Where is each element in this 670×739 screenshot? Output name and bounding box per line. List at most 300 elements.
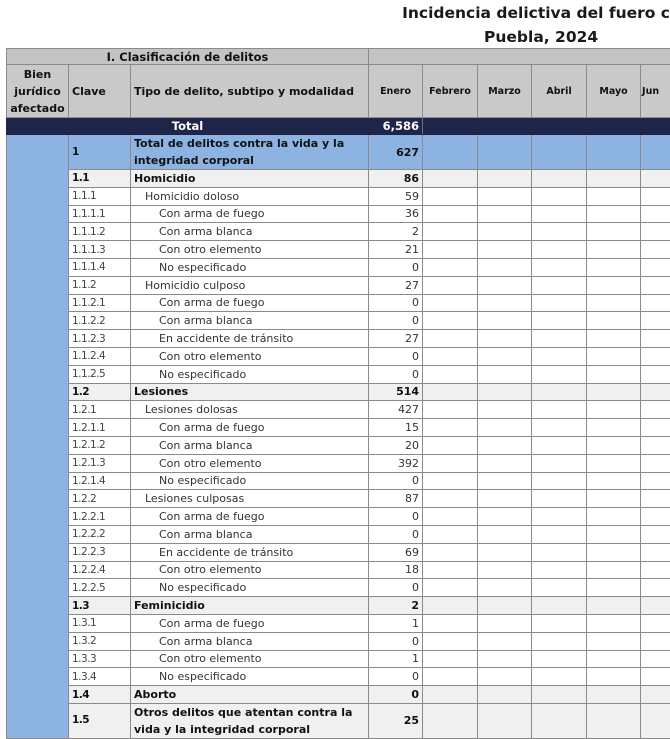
month-cell bbox=[641, 312, 670, 330]
month-cell bbox=[587, 258, 641, 276]
table-row bbox=[7, 650, 670, 668]
month-cell bbox=[587, 205, 641, 223]
month-cell bbox=[532, 454, 587, 472]
tipo-cell: Con arma blanca bbox=[131, 632, 369, 650]
month-cell bbox=[532, 276, 587, 294]
enero-value: 0 bbox=[369, 347, 423, 365]
enero-value: 0 bbox=[369, 508, 423, 526]
table-row bbox=[7, 543, 670, 561]
month-cell bbox=[587, 614, 641, 632]
clave-cell: 1.2.1.3 bbox=[69, 454, 131, 472]
total-month-cell bbox=[423, 118, 478, 135]
col-month-junio: Jun bbox=[641, 65, 670, 118]
month-cell bbox=[641, 686, 670, 704]
tipo-cell: Con arma blanca bbox=[131, 525, 369, 543]
clave-cell: 1.1.2.4 bbox=[69, 347, 131, 365]
month-cell bbox=[641, 436, 670, 454]
month-cell bbox=[423, 597, 478, 615]
col-month-mayo: Mayo bbox=[587, 65, 641, 118]
col-month-febrero: Febrero bbox=[423, 65, 478, 118]
month-cell bbox=[532, 241, 587, 259]
month-cell bbox=[478, 170, 532, 188]
clave-cell: 1.2.2.4 bbox=[69, 561, 131, 579]
enero-value: 0 bbox=[369, 294, 423, 312]
month-cell bbox=[587, 294, 641, 312]
month-cell bbox=[587, 347, 641, 365]
month-cell bbox=[423, 543, 478, 561]
month-cell bbox=[532, 187, 587, 205]
enero-value: 0 bbox=[369, 579, 423, 597]
enero-value: 59 bbox=[369, 187, 423, 205]
table-row bbox=[7, 241, 670, 259]
month-cell bbox=[532, 436, 587, 454]
month-cell bbox=[478, 686, 532, 704]
month-cell bbox=[478, 330, 532, 348]
month-cell bbox=[423, 490, 478, 508]
enero-value: 1 bbox=[369, 614, 423, 632]
report-title: Incidencia delictiva del fuero c bbox=[402, 4, 670, 22]
enero-value: 392 bbox=[369, 454, 423, 472]
month-cell bbox=[587, 579, 641, 597]
clave-cell: 1.2 bbox=[69, 383, 131, 401]
table-row bbox=[7, 525, 670, 543]
month-cell bbox=[641, 703, 670, 738]
clave-cell: 1.1.2.2 bbox=[69, 312, 131, 330]
month-cell bbox=[532, 294, 587, 312]
subtotal-row bbox=[7, 686, 670, 704]
month-cell bbox=[532, 472, 587, 490]
month-cell bbox=[478, 347, 532, 365]
table-row bbox=[7, 187, 670, 205]
month-cell bbox=[587, 597, 641, 615]
month-cell bbox=[587, 135, 641, 170]
tipo-cell: En accidente de tránsito bbox=[131, 543, 369, 561]
col-tipo: Tipo de delito, subtipo y modalidad bbox=[131, 65, 369, 118]
month-cell bbox=[423, 419, 478, 437]
tipo-cell: No especificado bbox=[131, 472, 369, 490]
month-cell bbox=[641, 401, 670, 419]
months-band bbox=[369, 49, 670, 65]
clave-cell: 1.1.1.3 bbox=[69, 241, 131, 259]
month-cell bbox=[423, 614, 478, 632]
clave-cell: 1 bbox=[69, 135, 131, 170]
subtotal-row bbox=[7, 703, 670, 738]
month-cell bbox=[478, 187, 532, 205]
month-cell bbox=[532, 597, 587, 615]
month-cell bbox=[532, 205, 587, 223]
month-cell bbox=[423, 330, 478, 348]
month-cell bbox=[423, 294, 478, 312]
month-cell bbox=[587, 686, 641, 704]
month-cell bbox=[532, 258, 587, 276]
col-bien-juridico: Bien jurídico afectado bbox=[7, 65, 69, 118]
month-cell bbox=[587, 365, 641, 383]
month-cell bbox=[478, 703, 532, 738]
month-cell bbox=[641, 543, 670, 561]
month-cell bbox=[641, 632, 670, 650]
col-month-abril: Abril bbox=[532, 65, 587, 118]
tipo-cell: No especificado bbox=[131, 579, 369, 597]
tipo-cell: Lesiones dolosas bbox=[131, 401, 369, 419]
table-row bbox=[7, 632, 670, 650]
tipo-cell: No especificado bbox=[131, 365, 369, 383]
enero-value: 427 bbox=[369, 401, 423, 419]
clave-cell: 1.2.1.4 bbox=[69, 472, 131, 490]
month-cell bbox=[478, 223, 532, 241]
tipo-cell: Otros delitos que atentan contra la vida y la integridad corporal bbox=[131, 703, 369, 738]
month-cell bbox=[641, 597, 670, 615]
column-header-row bbox=[7, 65, 670, 118]
month-cell bbox=[532, 383, 587, 401]
month-cell bbox=[641, 472, 670, 490]
month-cell bbox=[478, 205, 532, 223]
bien-juridico-cell bbox=[7, 135, 69, 739]
month-cell bbox=[587, 561, 641, 579]
month-cell bbox=[587, 436, 641, 454]
tipo-cell: Con otro elemento bbox=[131, 650, 369, 668]
month-cell bbox=[423, 187, 478, 205]
clave-cell: 1.3.4 bbox=[69, 668, 131, 686]
month-cell bbox=[532, 312, 587, 330]
month-cell bbox=[641, 525, 670, 543]
month-cell bbox=[641, 205, 670, 223]
enero-value: 25 bbox=[369, 703, 423, 738]
month-cell bbox=[641, 276, 670, 294]
tipo-cell: Con arma de fuego bbox=[131, 294, 369, 312]
month-cell bbox=[478, 258, 532, 276]
month-cell bbox=[423, 632, 478, 650]
month-cell bbox=[587, 454, 641, 472]
month-cell bbox=[478, 525, 532, 543]
month-cell bbox=[532, 703, 587, 738]
clave-cell: 1.2.2.3 bbox=[69, 543, 131, 561]
enero-value: 0 bbox=[369, 668, 423, 686]
month-cell bbox=[423, 135, 478, 170]
month-cell bbox=[532, 525, 587, 543]
month-cell bbox=[423, 205, 478, 223]
table-row bbox=[7, 614, 670, 632]
total-month-cell bbox=[641, 118, 670, 135]
month-cell bbox=[478, 579, 532, 597]
clave-cell: 1.3.2 bbox=[69, 632, 131, 650]
total-month-cell bbox=[587, 118, 641, 135]
tipo-cell: Con otro elemento bbox=[131, 347, 369, 365]
enero-value: 0 bbox=[369, 525, 423, 543]
month-cell bbox=[478, 472, 532, 490]
month-cell bbox=[423, 508, 478, 526]
month-cell bbox=[532, 490, 587, 508]
month-cell bbox=[423, 436, 478, 454]
month-cell bbox=[587, 703, 641, 738]
tipo-cell: No especificado bbox=[131, 668, 369, 686]
enero-value: 87 bbox=[369, 490, 423, 508]
month-cell bbox=[423, 383, 478, 401]
month-cell bbox=[478, 490, 532, 508]
month-cell bbox=[532, 614, 587, 632]
enero-value: 0 bbox=[369, 686, 423, 704]
table-row bbox=[7, 258, 670, 276]
clave-cell: 1.2.1.2 bbox=[69, 436, 131, 454]
month-cell bbox=[587, 401, 641, 419]
tipo-cell: Homicidio doloso bbox=[131, 187, 369, 205]
table-row bbox=[7, 419, 670, 437]
month-cell bbox=[587, 490, 641, 508]
month-cell bbox=[423, 668, 478, 686]
month-cell bbox=[532, 561, 587, 579]
enero-value: 27 bbox=[369, 330, 423, 348]
month-cell bbox=[423, 472, 478, 490]
tipo-cell: Con arma blanca bbox=[131, 436, 369, 454]
month-cell bbox=[641, 347, 670, 365]
enero-value: 36 bbox=[369, 205, 423, 223]
month-cell bbox=[478, 543, 532, 561]
enero-value: 0 bbox=[369, 312, 423, 330]
month-cell bbox=[423, 579, 478, 597]
month-cell bbox=[587, 543, 641, 561]
enero-value: 69 bbox=[369, 543, 423, 561]
tipo-cell: Total de delitos contra la vida y la integridad corporal bbox=[131, 135, 369, 170]
table-row bbox=[7, 508, 670, 526]
month-cell bbox=[532, 508, 587, 526]
month-cell bbox=[641, 223, 670, 241]
enero-value: 514 bbox=[369, 383, 423, 401]
subtotal-row bbox=[7, 170, 670, 188]
clave-cell: 1.1.2.3 bbox=[69, 330, 131, 348]
clave-cell: 1.5 bbox=[69, 703, 131, 738]
month-cell bbox=[587, 241, 641, 259]
table-row bbox=[7, 454, 670, 472]
tipo-cell: Homicidio bbox=[131, 170, 369, 188]
month-cell bbox=[423, 401, 478, 419]
month-cell bbox=[478, 650, 532, 668]
month-cell bbox=[641, 650, 670, 668]
month-cell bbox=[423, 650, 478, 668]
month-cell bbox=[587, 383, 641, 401]
table-row bbox=[7, 205, 670, 223]
month-cell bbox=[532, 330, 587, 348]
month-cell bbox=[478, 614, 532, 632]
tipo-cell: Con otro elemento bbox=[131, 561, 369, 579]
clave-cell: 1.3.3 bbox=[69, 650, 131, 668]
clave-cell: 1.1.1.1 bbox=[69, 205, 131, 223]
table-row bbox=[7, 276, 670, 294]
tipo-cell: Con arma de fuego bbox=[131, 205, 369, 223]
month-cell bbox=[478, 597, 532, 615]
total-label: Total bbox=[7, 118, 369, 135]
clave-cell: 1.2.1.1 bbox=[69, 419, 131, 437]
month-cell bbox=[641, 508, 670, 526]
table-row bbox=[7, 401, 670, 419]
enero-value: 20 bbox=[369, 436, 423, 454]
tipo-cell: Con arma de fuego bbox=[131, 614, 369, 632]
clave-cell: 1.2.2.1 bbox=[69, 508, 131, 526]
enero-value: 0 bbox=[369, 472, 423, 490]
tipo-cell: Aborto bbox=[131, 686, 369, 704]
month-cell bbox=[478, 419, 532, 437]
enero-value: 627 bbox=[369, 135, 423, 170]
month-cell bbox=[478, 241, 532, 259]
total-month-cell bbox=[478, 118, 532, 135]
month-cell bbox=[532, 632, 587, 650]
clave-cell: 1.1.1.4 bbox=[69, 258, 131, 276]
enero-value: 0 bbox=[369, 365, 423, 383]
tipo-cell: Con arma de fuego bbox=[131, 508, 369, 526]
month-cell bbox=[587, 525, 641, 543]
table-row bbox=[7, 436, 670, 454]
month-cell bbox=[532, 543, 587, 561]
month-cell bbox=[587, 276, 641, 294]
enero-value: 21 bbox=[369, 241, 423, 259]
tipo-cell: En accidente de tránsito bbox=[131, 330, 369, 348]
month-cell bbox=[478, 135, 532, 170]
month-cell bbox=[532, 650, 587, 668]
month-cell bbox=[478, 312, 532, 330]
month-cell bbox=[423, 312, 478, 330]
enero-value: 1 bbox=[369, 650, 423, 668]
month-cell bbox=[423, 703, 478, 738]
month-cell bbox=[478, 383, 532, 401]
clave-cell: 1.1 bbox=[69, 170, 131, 188]
month-cell bbox=[423, 347, 478, 365]
table-row bbox=[7, 579, 670, 597]
month-cell bbox=[641, 383, 670, 401]
month-cell bbox=[478, 632, 532, 650]
month-cell bbox=[587, 330, 641, 348]
enero-value: 2 bbox=[369, 223, 423, 241]
tipo-cell: Con otro elemento bbox=[131, 454, 369, 472]
month-cell bbox=[641, 419, 670, 437]
total-enero: 6,586 bbox=[369, 118, 423, 135]
month-cell bbox=[532, 401, 587, 419]
month-cell bbox=[641, 258, 670, 276]
clave-cell: 1.2.2.5 bbox=[69, 579, 131, 597]
clave-cell: 1.3 bbox=[69, 597, 131, 615]
month-cell bbox=[641, 490, 670, 508]
month-cell bbox=[423, 223, 478, 241]
month-cell bbox=[478, 365, 532, 383]
tipo-cell: Con otro elemento bbox=[131, 241, 369, 259]
table-row bbox=[7, 312, 670, 330]
month-cell bbox=[478, 401, 532, 419]
col-clave: Clave bbox=[69, 65, 131, 118]
month-cell bbox=[478, 454, 532, 472]
section-title: I. Clasificación de delitos bbox=[7, 49, 369, 65]
month-cell bbox=[423, 170, 478, 188]
month-cell bbox=[478, 668, 532, 686]
month-cell bbox=[532, 668, 587, 686]
month-cell bbox=[641, 187, 670, 205]
subtotal-row bbox=[7, 383, 670, 401]
month-cell bbox=[423, 561, 478, 579]
month-cell bbox=[587, 650, 641, 668]
clave-cell: 1.1.2 bbox=[69, 276, 131, 294]
table-row bbox=[7, 330, 670, 348]
month-cell bbox=[587, 419, 641, 437]
month-cell bbox=[641, 454, 670, 472]
month-cell bbox=[478, 436, 532, 454]
month-cell bbox=[587, 312, 641, 330]
month-cell bbox=[641, 614, 670, 632]
month-cell bbox=[532, 170, 587, 188]
clave-cell: 1.1.1 bbox=[69, 187, 131, 205]
month-cell bbox=[641, 135, 670, 170]
month-cell bbox=[641, 330, 670, 348]
col-month-marzo: Marzo bbox=[478, 65, 532, 118]
tipo-cell: Homicidio culposo bbox=[131, 276, 369, 294]
total-row bbox=[7, 118, 670, 135]
enero-value: 27 bbox=[369, 276, 423, 294]
month-cell bbox=[478, 276, 532, 294]
month-cell bbox=[641, 294, 670, 312]
tipo-cell: Con arma blanca bbox=[131, 223, 369, 241]
tipo-cell: Feminicidio bbox=[131, 597, 369, 615]
table-row bbox=[7, 365, 670, 383]
month-cell bbox=[423, 686, 478, 704]
month-cell bbox=[587, 170, 641, 188]
month-cell bbox=[478, 508, 532, 526]
month-cell bbox=[532, 347, 587, 365]
month-cell bbox=[532, 223, 587, 241]
tipo-cell: Lesiones culposas bbox=[131, 490, 369, 508]
month-cell bbox=[423, 525, 478, 543]
crime-incidence-table bbox=[6, 48, 670, 739]
month-cell bbox=[641, 579, 670, 597]
tipo-cell: Con arma de fuego bbox=[131, 419, 369, 437]
report-subtitle: Puebla, 2024 bbox=[484, 28, 598, 46]
clave-cell: 1.4 bbox=[69, 686, 131, 704]
month-cell bbox=[641, 170, 670, 188]
enero-value: 2 bbox=[369, 597, 423, 615]
total-month-cell bbox=[532, 118, 587, 135]
month-cell bbox=[587, 668, 641, 686]
month-cell bbox=[532, 135, 587, 170]
month-cell bbox=[641, 561, 670, 579]
enero-value: 86 bbox=[369, 170, 423, 188]
month-cell bbox=[587, 187, 641, 205]
table-row bbox=[7, 223, 670, 241]
enero-value: 15 bbox=[369, 419, 423, 437]
month-cell bbox=[587, 632, 641, 650]
month-cell bbox=[423, 276, 478, 294]
clave-cell: 1.2.2.2 bbox=[69, 525, 131, 543]
table-row bbox=[7, 294, 670, 312]
month-cell bbox=[423, 365, 478, 383]
month-cell bbox=[532, 419, 587, 437]
enero-value: 0 bbox=[369, 258, 423, 276]
month-cell bbox=[423, 241, 478, 259]
clave-cell: 1.1.2.5 bbox=[69, 365, 131, 383]
month-cell bbox=[532, 365, 587, 383]
month-cell bbox=[641, 668, 670, 686]
tipo-cell: No especificado bbox=[131, 258, 369, 276]
clave-cell: 1.2.2 bbox=[69, 490, 131, 508]
table-row bbox=[7, 347, 670, 365]
month-cell bbox=[532, 686, 587, 704]
section-header-row bbox=[7, 49, 670, 65]
month-cell bbox=[641, 241, 670, 259]
table-row bbox=[7, 472, 670, 490]
tipo-cell: Con arma blanca bbox=[131, 312, 369, 330]
month-cell bbox=[478, 294, 532, 312]
table-row bbox=[7, 668, 670, 686]
clave-cell: 1.3.1 bbox=[69, 614, 131, 632]
clave-cell: 1.1.2.1 bbox=[69, 294, 131, 312]
table-row bbox=[7, 561, 670, 579]
table-row bbox=[7, 490, 670, 508]
month-cell bbox=[587, 508, 641, 526]
month-cell bbox=[587, 223, 641, 241]
month-cell bbox=[423, 454, 478, 472]
